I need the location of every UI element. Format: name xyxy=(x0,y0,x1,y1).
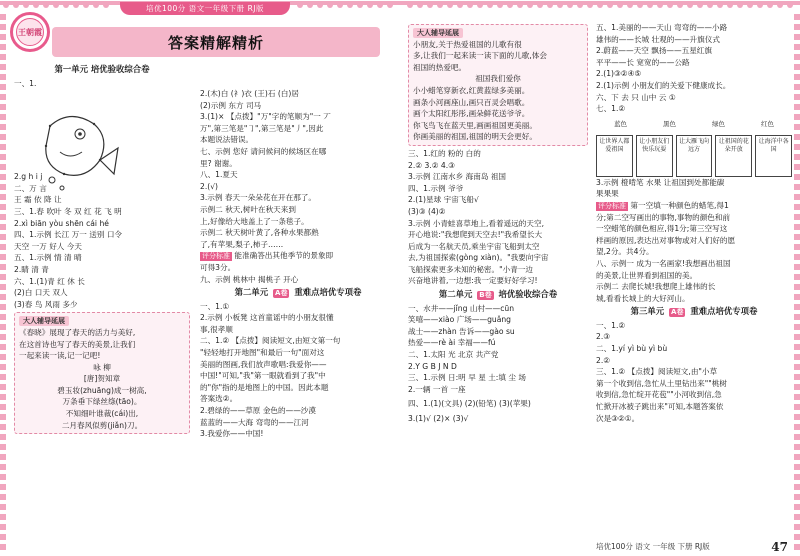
match-box: 让小朋友们快乐玩耍 xyxy=(636,135,673,177)
extension-box xyxy=(14,312,190,434)
line: 六、1.(1)青 红 休 长 xyxy=(14,276,85,286)
match-box: 让祖国的花朵开放 xyxy=(715,135,752,177)
unit-subtitle: 重难点培优专项卷 xyxy=(294,287,362,298)
line: 八、1.夏天 xyxy=(200,170,238,180)
line: 2.睛 清 青 xyxy=(14,264,49,274)
color-label: 绿色 xyxy=(712,119,725,128)
line: 五、1.美丽的——天山 弯弯的——小路 xyxy=(596,23,728,32)
line: 果果果 xyxy=(596,189,619,199)
line: 多,让我们一起来读一读下面的儿歌,体会 xyxy=(413,51,547,61)
color-label: 黑色 xyxy=(663,119,676,128)
footer-text: 培优100分 语文 一年级 下册 RJ版 xyxy=(596,542,710,551)
line: 你飞鸟飞在蓝天里,画画祖国更美丽。 xyxy=(413,120,537,130)
poem-line: 碧玉妆(zhuāng)成一树高, xyxy=(57,385,147,395)
line: (3)③ (4)② xyxy=(408,206,446,216)
page-title: 答案精解精析 xyxy=(167,33,264,52)
line: 2.Y G B J N D xyxy=(408,361,457,371)
series-tag: 培优100分 语文一年级下册 RJ版 xyxy=(120,2,290,15)
unit-2b-title xyxy=(408,289,588,301)
line: 一、水井——jǐng 山村——cūn xyxy=(408,303,515,313)
line: 你画美丽的祖国,祖国的明天会更好。 xyxy=(413,132,537,142)
line: 祖国的热爱吧。 xyxy=(413,62,467,72)
line: 战士——zhàn 告诉——gào su xyxy=(408,326,515,336)
line: 七、示例 您好 请问候问的候场区在哪 xyxy=(200,146,327,156)
line: 事,很孝顺 xyxy=(200,324,233,334)
line: 3.示例 橙啃笔 水果 让祖国到处都能碳 xyxy=(596,177,725,187)
line: 后成为一名航天员,乘坐宇宙飞船到太空 xyxy=(408,241,540,251)
line: 3.我爱你——中国! xyxy=(200,429,264,439)
line: 七、1.② xyxy=(596,104,626,114)
line: 中国!"可知,"我"第一眼就看到了我"中 xyxy=(200,371,326,381)
matching-boxes xyxy=(596,135,792,177)
poem-title: 咏 柳 xyxy=(93,362,111,372)
brand-logo xyxy=(10,12,50,52)
column-4 xyxy=(596,22,792,522)
unit-name: 第二单元 xyxy=(438,289,473,300)
unit-subtitle: 重难点培优专项卷 xyxy=(690,306,758,317)
poem-line: 万条垂下绿丝绦(tāo)。 xyxy=(62,397,142,407)
line: 示例二 秋天树叶黄了,各种水果都熟 xyxy=(200,228,319,238)
line: 收到信,急忙绽开花苞""小河收到信,急 xyxy=(596,390,722,400)
unit-name: 第三单元 xyxy=(630,306,665,317)
unit-badge: A卷 xyxy=(275,289,288,298)
column-3 xyxy=(408,22,588,552)
line: 2.一辆 一首 一座 xyxy=(408,384,466,394)
line: 一起来读一读,记一记吧! xyxy=(19,351,101,361)
line: 了,有苹果,梨子,柿子…… xyxy=(200,239,284,249)
line: 样画的原因,表达出对事物或对人们好的愿 xyxy=(596,235,736,245)
match-box: 让世界人都爱祖国 xyxy=(596,135,633,177)
fish-dot-figure xyxy=(30,108,122,196)
line: 画条小河画座山,画只百灵会唱歌。 xyxy=(413,97,530,107)
line: 3.示例 春天一朵朵花在开在那了。 xyxy=(200,193,316,203)
crayon-labels xyxy=(596,115,792,135)
line: 忙掀开冰被子跳出来"可知,本题答案依 xyxy=(596,402,724,412)
line: (2)示例 东方 司马 xyxy=(200,100,262,110)
line: 美丽的图画,我们放声歌唱:我爱你—— xyxy=(200,359,327,369)
line: 开心地说:"我想爬到天空去!"我希望长大 xyxy=(408,230,543,240)
line: 的美景,让世界看到祖国的美。 xyxy=(596,270,698,280)
line: 2.(1)示例 小朋友们的关爱下健康成长。 xyxy=(596,80,731,90)
line: 去,为祖国探索(gòng xiàn)。"我要向宇宙 xyxy=(408,253,549,263)
line: (2)白 口天 双人 xyxy=(14,288,68,298)
line: 2.③ xyxy=(596,332,611,342)
poem-title: 祖国我们爱你 xyxy=(475,74,521,84)
extension-label: 大人辅导延展 xyxy=(413,28,463,38)
logo-text: 王朝霞 xyxy=(16,18,44,46)
line: (3)春 鸟 风雨 多少 xyxy=(14,299,78,309)
line: 二、1.yí yì bù yì bù xyxy=(596,344,668,354)
score-tag: 评分标准 xyxy=(598,201,626,210)
line: 四、1.示例 长江 万一 送别 口令 xyxy=(14,230,123,240)
line: 小小蜡笔穿新衣,红黄蓝绿多美丽。 xyxy=(413,85,530,95)
poem-line: 不知细叶谁裁(cái)出, xyxy=(65,409,139,419)
line: 里? 谢谢。 xyxy=(200,158,237,168)
score-text: 能准确答出其他季节的景象即 xyxy=(234,251,334,261)
line: 2.g h i j xyxy=(14,172,43,182)
line: 小朋友,关于热爱祖国的儿歌有很 xyxy=(413,39,522,49)
line: 次是③②①。 xyxy=(596,413,640,423)
line: 望,2分。共4分。 xyxy=(596,247,654,257)
unit-name: 第二单元 xyxy=(234,287,269,298)
unit-badge: A卷 xyxy=(671,308,684,317)
line: 四、1.(1)(文具) (2)(铅笔) (3)(苹果) xyxy=(408,399,531,409)
line: 的"你"指的是地图上的中国。因此本题 xyxy=(200,382,329,392)
unit-subtitle: 培优验收综合卷 xyxy=(498,289,558,300)
unit-3a-title xyxy=(596,306,792,318)
line: 本题说法错误。 xyxy=(200,135,254,145)
column-2 xyxy=(200,88,396,552)
line: 2.(√) xyxy=(200,181,219,191)
line: 2.xì biān yòu shēn cái hé xyxy=(14,218,109,228)
line: 示例二 秋天,树叶在秋天来到 xyxy=(200,204,296,214)
line: 五、1.示例 情 清 晴 xyxy=(14,253,82,263)
match-box: 让海洋中各国 xyxy=(755,135,792,177)
line: 《春晓》展现了春天的活力与美好, xyxy=(19,327,136,337)
line: 二、1.② 【点拨】阅读短文,由短文第一句 xyxy=(200,336,341,346)
line: 三、1.春 吹叶 冬 双 红 花 飞 明 xyxy=(14,206,122,216)
line: 3.示例 江南水乡 海南岛 祖国 xyxy=(408,172,507,182)
line: 三、1.红的 粉的 白的 xyxy=(408,148,481,158)
line: 2.② xyxy=(596,355,611,365)
line: 三、1.示例 日:明 早 星 土:填 尘 场 xyxy=(408,373,526,383)
unit-1-title: 第一单元 培优验收综合卷 xyxy=(54,64,150,74)
line: 九、示例 桃林中 揭桃子 开心 xyxy=(200,274,299,284)
line: 2.碧绿的——草原 金色的——沙漠 xyxy=(200,406,316,416)
line: 第一个收到信,急忙从土里钻出来""桃树 xyxy=(596,378,727,388)
line: 一空蜡笔的颜色相应,得1分;第三空写这 xyxy=(596,224,728,234)
line: 2.示例 小板凳 这首童谣中的小朋友很懂 xyxy=(200,313,334,323)
line: 平平——长 宽宽的——公路 xyxy=(596,57,690,67)
line: 雄伟的——长城 壮观的——升旗仪式 xyxy=(596,34,720,44)
line: 飞船探索更多未知的秘密。"小青一边 xyxy=(408,264,533,274)
poem-line: 二月春风似剪(jiǎn)刀。 xyxy=(61,420,143,430)
line: 热爱——rè ài 幸福——fú xyxy=(408,338,496,348)
line: 画个太阳红彤彤,画朵鲜花送爷爷。 xyxy=(413,109,530,119)
line: 二、1.太阳 光 北京 共产党 xyxy=(408,350,499,360)
unit-badge: B卷 xyxy=(479,291,492,300)
line: 蓝蓝的——大海 弯弯的——江河 xyxy=(200,417,309,427)
line: 3.(1)× 【点拨】"万"字的笔顺为"一 丆 xyxy=(200,112,331,122)
score-tag: 评分标准 xyxy=(202,252,230,261)
score-text: 第一空填一种颜色的蜡笔,得1 xyxy=(630,200,729,210)
line: 王 霜 依 降 让 xyxy=(14,195,62,205)
line: 三、1.② 【点拨】阅读短文,由"小草 xyxy=(596,367,718,377)
poem-author: [唐]贺知章 xyxy=(83,374,121,384)
line: 一、1. xyxy=(14,78,37,88)
line: 答案选②。 xyxy=(200,394,238,404)
right-border xyxy=(794,14,800,554)
extension-label: 大人辅导延展 xyxy=(19,316,69,326)
line: 二、万 言 xyxy=(14,183,47,193)
line: 3.示例 小青蛙喜草地上,看着遥远的天空, xyxy=(408,218,544,228)
line: 示例二 去爬长城!我想爬上雄伟的长 xyxy=(596,282,716,292)
line: 2.蔚蓝——天空 飘扬——五星红旗 xyxy=(596,46,712,56)
line: 六、下 去 只 山中 云 ① xyxy=(596,92,676,102)
line: 笑嘻——xiào 广场——guǎng xyxy=(408,315,511,325)
title-band xyxy=(52,27,380,57)
line: 兴奋地讲着,一边想:我一定要好好学习! xyxy=(408,276,538,286)
line: 上,好像给大地盖上了一条毯子。 xyxy=(200,216,309,226)
line: 2.② 3.② 4.③ xyxy=(408,160,455,170)
line: 天空 一万 好人 今天 xyxy=(14,241,82,251)
extension-box xyxy=(408,24,588,146)
line: 四、1.示例 爷爷 xyxy=(408,183,464,193)
line: "轻轻地打开地图"和最后一句"面对这 xyxy=(200,348,325,358)
line: 3.(1)√ (2)× (3)√ xyxy=(408,414,469,424)
line: 一、1.① xyxy=(200,301,230,311)
line: 2.(1)星球 宇宙飞船√ xyxy=(408,195,479,205)
line: 2.(1)③②④⑤ xyxy=(596,69,642,79)
line: 2.(木)白 (衤)衣 (王)石 (白)居 xyxy=(200,89,299,98)
line: 在这首诗也写了春天的美景,让我们 xyxy=(19,339,136,349)
line: 可得3分。 xyxy=(200,262,236,272)
unit-2a-title xyxy=(200,287,396,299)
color-label: 红色 xyxy=(761,119,774,128)
page-number: 47 xyxy=(771,540,788,554)
line: 八、示例一 成为一名画家!我想画出祖国 xyxy=(596,258,731,268)
line: 一、1.② xyxy=(596,320,626,330)
line: 万",第三笔是"㇆",第三笔是"丿",因此 xyxy=(200,123,324,133)
line: 分;第二空写画出的事物,事物的颜色和前 xyxy=(596,212,731,222)
line: 城,看看长城上的大好河山。 xyxy=(596,293,690,303)
color-label: 蓝色 xyxy=(614,119,627,128)
left-border xyxy=(0,14,6,554)
match-box: 让大雁飞向远方 xyxy=(676,135,713,177)
